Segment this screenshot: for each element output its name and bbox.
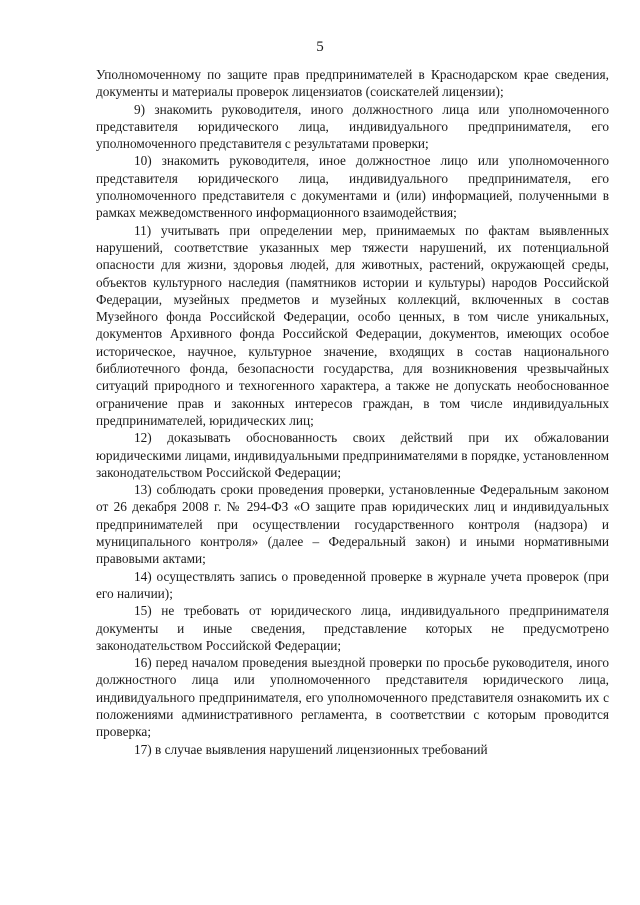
paragraph-item-11: 11) учитывать при определении мер, принимаемых по фактам выявленных нарушений, соответствие указанных мер тяжести нарушений, их потенциальной опасности для жизни, здоровья людей, для животных, растений, окружающей среды, объектов культурного наследия (памятников истории и культуры) народов Российской Федерации, музейных предметов и музейных коллекций, включенных в состав Музейного фонда Российской Федерации, особо ценных, в том числе уникальных, документов Архивного фонда Российской Федерации, документов, имеющих особое историческое, научное, культурное значение, входящих в состав национального библиотечного фонда, безопасности государства, для возникновения чрезвычайных ситуаций природного и техногенного характера, а также не допускать необоснованное ограничение прав и законных интересов граждан, в том числе индивидуальных предпринимателей, юридических лиц;: [96, 222, 609, 428]
paragraph-item-14: 14) осуществлять запись о проведенной проверке в журнале учета проверок (при его наличии);: [96, 568, 609, 601]
page-number: 5: [316, 39, 324, 55]
paragraph-item-15: 15) не требовать от юридического лица, индивидуального предпринимателя документы и иные сведения, представление которых не предусмотрено законодательством Российской Федерации;: [96, 603, 609, 653]
paragraph-item-17: 17) в случае выявления нарушений лицензионных требований: [134, 741, 488, 757]
paragraph-item-9: 9) знакомить руководителя, иного должностного лица или уполномоченного представителя юридического лица, индивидуального предпринимателя, его уполномоченного представителя с результатами проверки;: [96, 101, 609, 152]
paragraph-item-16: 16) перед началом проведения выездной проверки по просьбе руководителя, иного должностного лица или уполномоченного представителя юридического лица, индивидуального предпринимателя, его уполномоченного представителя ознакомить их с положениями административного регламента, в соответствии с которым проводится проверка;: [96, 655, 609, 740]
paragraph-item-13: 13) соблюдать сроки проведения проверки, установленные Федеральным законом от 26 декабря 2008 г. № 294-ФЗ «О защите прав юридических лиц и индивидуальных предпринимателей при осуществлении государственного контроля (надзора) и муниципального контроля» (далее – Федеральный закон) и иными нормативными правовыми актами;: [96, 482, 609, 567]
paragraph-item-10: 10) знакомить руководителя, иное должностное лицо или уполномоченного представителя юридического лица, индивидуального предпринимателя, его уполномоченного представителя с документами и (или) информацией, полученными в рамках межведомственного информационного взаимодействия;: [96, 153, 609, 221]
document-body: [96, 66, 609, 758]
paragraph-item-12: 12) доказывать обоснованность своих действий при их обжаловании юридическими лицами, индивидуальными предпринимателями в порядке, установленном законодательством Российской Федерации;: [96, 430, 609, 480]
paragraph-continuation: Уполномоченному по защите прав предпринимателей в Краснодарском крае сведения, документы и материалы проверок лицензиатов (соискателей лицензии);: [96, 67, 609, 100]
